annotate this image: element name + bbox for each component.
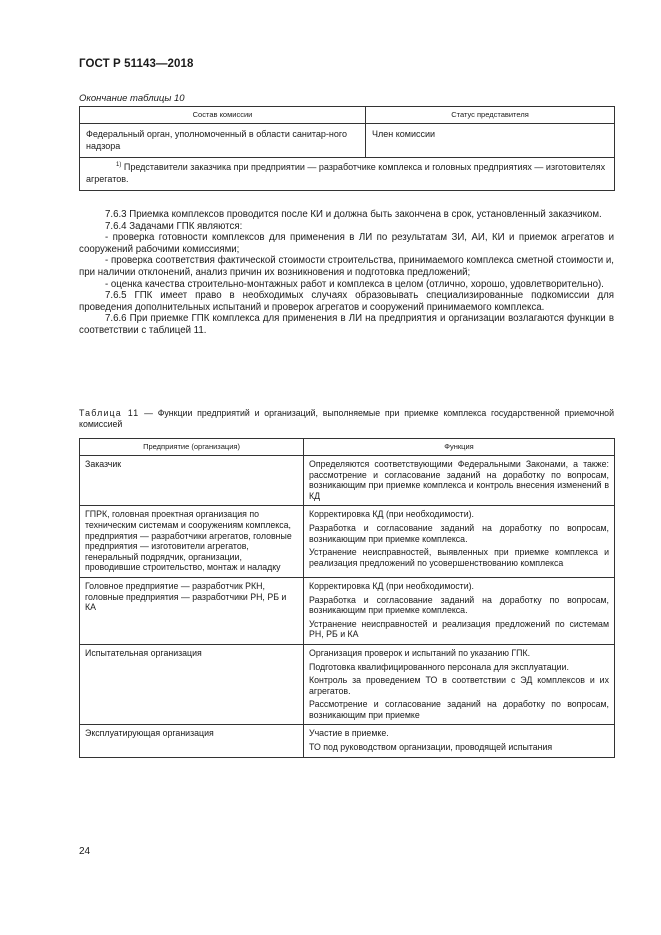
table-cell: Федеральный орган, уполномоченный в области санитар-ного надзора <box>80 124 366 158</box>
function-item: ТО под руководством организации, проводящей испытания <box>309 742 553 753</box>
org-cell: Эксплуатирующая организация <box>80 725 304 757</box>
column-header: Статус представителя <box>366 107 615 124</box>
paragraph: 7.6.4 Задачами ГПК являются: <box>105 220 243 232</box>
function-item: Контроль за проведением ТО в соответствии с ЭД комплексов и их агрегатов. <box>309 675 609 696</box>
org-cell: ГПРК, головная проектная организация по техническим системам и сооружениям комплекса, предприятия — разработчики агрегатов, головные предприятия — изготовители агрегатов, генеральный подрядчик, организации, проводившие строительство, монтаж и наладку <box>80 506 304 578</box>
function-item: Рассмотрение и согласование заданий на доработку по вопросам, возникающим при приемке <box>309 699 609 720</box>
table-header-row <box>80 107 615 124</box>
page-number: 24 <box>79 846 91 857</box>
function-item: Корректировка КД (при необходимости). <box>309 509 474 520</box>
table-cell: Член комиссии <box>366 124 615 158</box>
function-item: Организация проверок и испытаний по указанию ГПК. <box>309 647 531 658</box>
org-cell: Испытательная организация <box>80 644 304 725</box>
table11-caption <box>79 408 614 430</box>
function-item: Разработка и согласование заданий на доработку по вопросам, возникающим при приемке комплекса. <box>309 522 609 544</box>
column-header: Предприятие (организация) <box>80 439 304 456</box>
function-cell <box>304 506 615 578</box>
paragraph: - проверка соответствия фактической стоимости строительства, принимаемого комплекса сметной стоимости и, при наличии отклонений, анализ причин их возникновения и подготовка предложений; <box>79 255 614 278</box>
table10-caption: Окончание таблицы 10 <box>79 93 185 104</box>
table-10 <box>79 106 615 191</box>
org-cell: Головное предприятие — разработчик РКН, головные предприятия — разработчики РН, РБ и КА <box>80 577 304 644</box>
function-cell <box>304 644 615 725</box>
table11-caption-text: — Функции предприятий и организаций, выполняемые при приемке комплекса государственной приемочной комиссией <box>79 408 614 429</box>
function-item: Участие в приемке. <box>309 728 389 739</box>
table-footnote <box>80 158 615 191</box>
function-item: Разработка и согласование заданий на доработку по вопросам, возникающим при приемке комплекса. <box>309 594 609 616</box>
table-row <box>80 456 615 506</box>
function-item: Подготовка квалифицированного персонала для эксплуатации. <box>309 661 569 672</box>
table-row <box>80 577 615 644</box>
column-header: Состав комиссии <box>80 107 366 124</box>
function-cell <box>304 725 615 757</box>
footnote-text: Представители заказчика при предприятии — разработчике комплекса и головных предприятиях — изготовителях агрегатов. <box>86 162 606 184</box>
function-item: Определяются соответствующими Федеральными Законами, а также: рассмотрение и согласование заданий на доработку по вопросам, возникающим при приемке комплекса и контроль внесения изменений в КД <box>309 459 609 501</box>
function-item: Устранение неисправностей, выявленных при приемке комплекса и реализация предложений по усовершенствованию комплекса <box>309 547 609 568</box>
paragraph: 7.6.6 При приемке ГПК комплекса для применения в ЛИ на предприятия и организации возлагаются функции в соответствии с таблицей 11. <box>79 313 614 336</box>
function-cell <box>304 577 615 644</box>
function-item: Устранение неисправностей и реализация предложений по системам РН, РБ и КА <box>309 618 609 640</box>
table11-caption-label: Таблица 11 <box>79 408 140 418</box>
function-cell <box>304 456 615 506</box>
body-text <box>79 209 614 337</box>
column-header: Функция <box>304 439 615 456</box>
table-row <box>80 124 615 158</box>
document-header: ГОСТ Р 51143—2018 <box>79 58 194 70</box>
paragraph: - оценка качества строительно-монтажных работ и комплекса в целом (отлично, хорошо, удовлетворительно). <box>105 278 604 290</box>
table-header-row <box>80 439 615 456</box>
function-item: Корректировка КД (при необходимости). <box>309 580 474 591</box>
footnote-mark: 1) <box>116 162 122 168</box>
table-row <box>80 725 615 757</box>
table-footnote-row <box>80 158 615 191</box>
paragraph: 7.6.5 ГПК имеет право в необходимых случаях образовывать специализированные подкомиссии для проведения дополнительных испытаний и проверок агрегатов и сооружений принимаемого комплекса. <box>79 290 614 313</box>
table-row <box>80 506 615 578</box>
paragraph: - проверка готовности комплексов для применения в ЛИ по результатам ЗИ, АИ, КИ и приемок агрегатов и сооружений рабочими комиссиями; <box>79 232 614 255</box>
org-cell: Заказчик <box>80 456 304 506</box>
table-11 <box>79 438 615 758</box>
paragraph: 7.6.3 Приемка комплексов проводится после КИ и должна быть закончена в срок, установленный заказчиком. <box>105 209 602 220</box>
table-row <box>80 644 615 725</box>
